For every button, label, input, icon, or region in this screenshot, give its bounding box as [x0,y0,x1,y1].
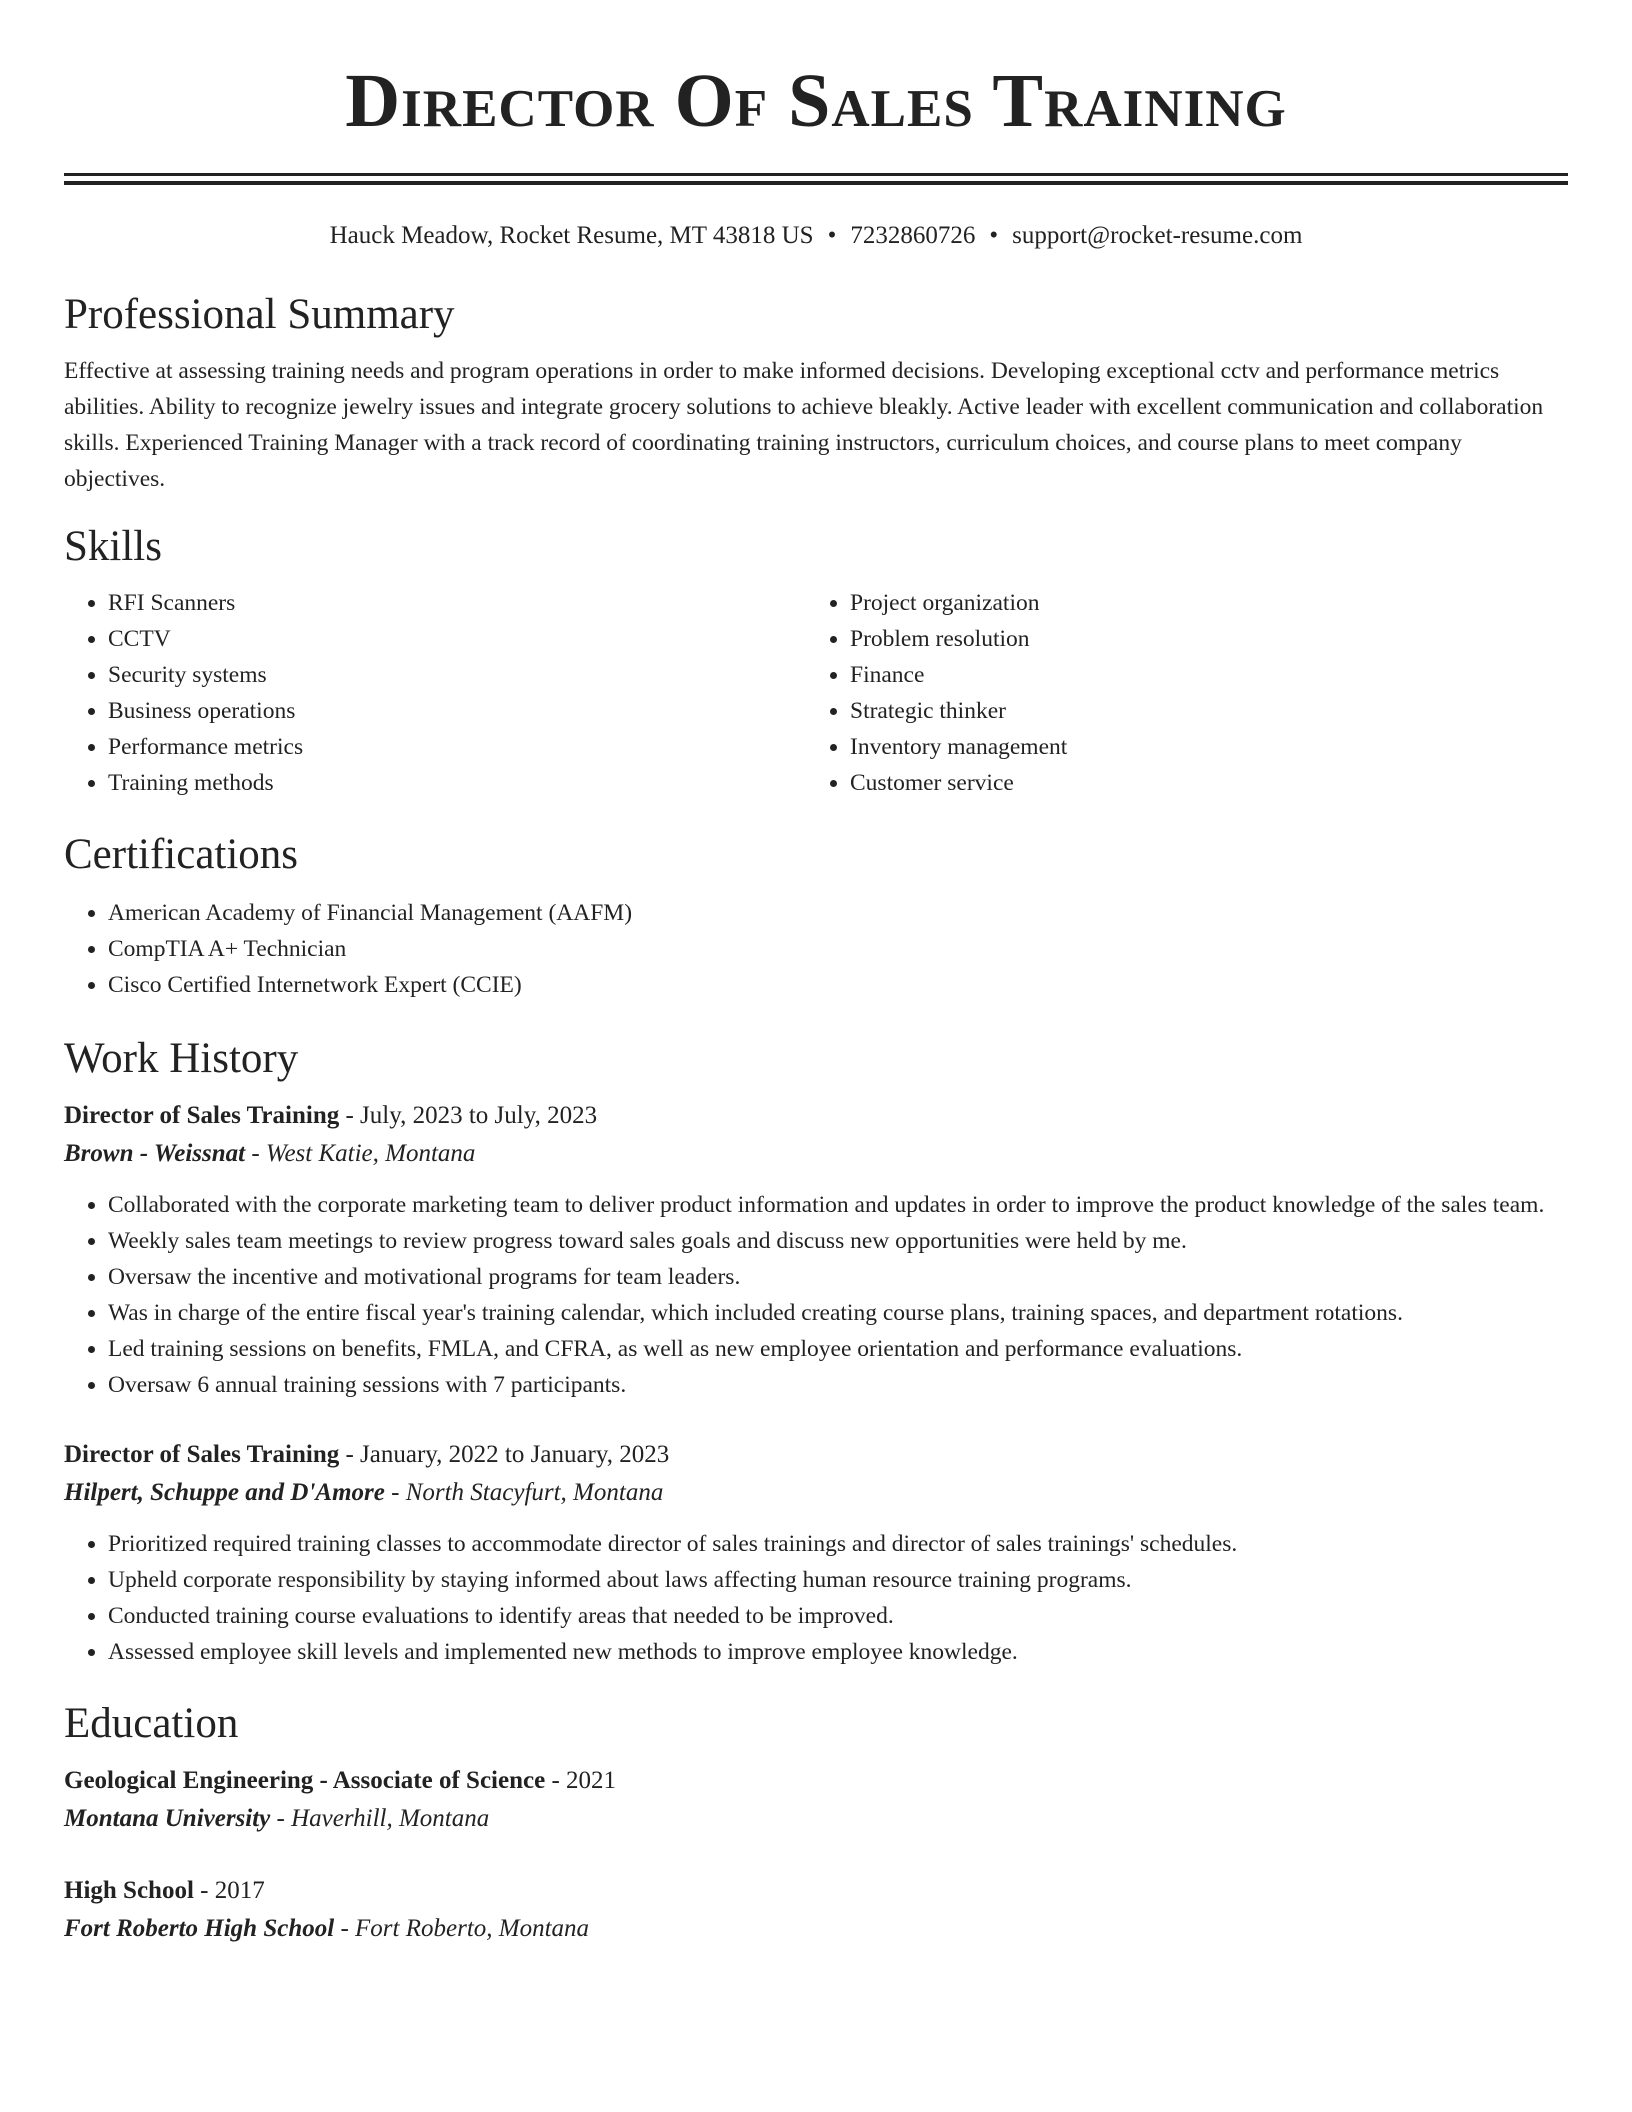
job-bullet: • Collaborated with the corporate marketing team to deliver product information and updates in order to improve the product knowledge of the sales team. [108,1187,1568,1223]
job-bullet: • Oversaw the incentive and motivational programs for team leaders. [108,1259,1568,1295]
skill-item: • Training methods [108,765,806,801]
section-heading-education: Education [64,1700,239,1747]
contact-email: support@rocket-resume.com [1012,222,1303,249]
certification-item: • American Academy of Financial Management (AAFM) [108,895,1568,931]
contact-line [64,219,1568,253]
job-company-line [64,1474,1568,1512]
job-entry [64,1097,1568,1403]
skill-item: • Problem resolution [850,621,1548,657]
skills-columns [64,585,1568,801]
education-year: - 2017 [193,1877,265,1904]
section-heading-work-history: Work History [64,1035,299,1082]
education-location: - Fort Roberto, Montana [334,1915,590,1942]
section-heading-certifications: Certifications [64,831,299,878]
education-degree: Geological Engineering - Associate of Science [64,1767,546,1794]
skill-item: • Inventory management [850,729,1548,765]
job-bullet: • Weekly sales team meetings to review progress toward sales goals and discuss new opportunities were held by me. [108,1223,1568,1259]
skills-column-right [806,585,1548,801]
job-bullet: • Led training sessions on benefits, FMLA, and CFRA, as well as new employee orientation and performance evaluations. [108,1331,1568,1367]
skills-list-right [806,585,1548,801]
resume-title: Director Of Sales Training [345,59,1287,143]
education-year: - 2021 [545,1767,617,1794]
job-company-line [64,1135,1568,1173]
job-title-line [64,1097,1568,1135]
job-company: Brown - Weissnat [64,1140,246,1167]
education-degree-line [64,1872,1568,1910]
education-school-line [64,1910,1568,1948]
contact-separator: • [827,222,837,249]
job-bullets [64,1187,1568,1403]
job-bullet: • Oversaw 6 annual training sessions with 7 participants. [108,1367,1568,1403]
job-dates: - July, 2023 to July, 2023 [339,1102,598,1129]
education-entry [64,1872,1568,1948]
education-school-line [64,1800,1568,1838]
education-section [64,1696,1568,1948]
education-entry [64,1762,1568,1838]
header-rule-bottom [64,181,1568,185]
job-title: Director of Sales Training [64,1441,340,1468]
job-dates: - January, 2022 to January, 2023 [339,1441,670,1468]
header-rule-top [64,173,1568,176]
skill-item: • Security systems [108,657,806,693]
section-heading-skills: Skills [64,523,162,570]
certifications-section [64,827,1568,1003]
job-location: - North Stacyfurt, Montana [384,1479,664,1506]
skill-item: • CCTV [108,621,806,657]
job-bullets [64,1526,1568,1670]
skill-item: • Performance metrics [108,729,806,765]
job-title-line [64,1436,1568,1474]
education-degree: High School [64,1877,194,1904]
job-title: Director of Sales Training [64,1102,340,1129]
job-location: - West Katie, Montana [245,1140,476,1167]
certifications-list [64,895,1568,1003]
work-history-section [64,1031,1568,1670]
education-degree-line [64,1762,1568,1800]
skills-list-left [64,585,806,801]
summary-section [64,287,1568,497]
certification-item: • CompTIA A+ Technician [108,931,1568,967]
skill-item: • Finance [850,657,1548,693]
contact-address: Hauck Meadow, Rocket Resume, MT 43818 US [329,222,814,249]
education-location: - Haverhill, Montana [270,1805,490,1832]
job-bullet: • Prioritized required training classes to accommodate director of sales trainings and director of sales trainings' schedules. [108,1526,1568,1562]
skill-item: • Project organization [850,585,1548,621]
job-bullet: • Conducted training course evaluations to identify areas that needed to be improved. [108,1598,1568,1634]
skills-section [64,519,1568,801]
skill-item: • Business operations [108,693,806,729]
education-school: Montana University [64,1805,271,1832]
job-company: Hilpert, Schuppe and D'Amore [64,1479,385,1506]
skill-item: • Strategic thinker [850,693,1548,729]
skill-item: • Customer service [850,765,1548,801]
education-school: Fort Roberto High School [64,1915,335,1942]
job-bullet: • Assessed employee skill levels and implemented new methods to improve employee knowledge. [108,1634,1568,1670]
job-bullet: • Was in charge of the entire fiscal year's training calendar, which included creating course plans, training spaces, and department rotations. [108,1295,1568,1331]
job-bullet: • Upheld corporate responsibility by staying informed about laws affecting human resource training programs. [108,1562,1568,1598]
contact-phone: 7232860726 [850,222,976,249]
summary-text: Effective at assessing training needs and program operations in order to make informed decisions. Developing exceptional cctv and performance metrics abilities. Ability to recognize jewelry issues and integrate grocery solutions to achieve bleakly. Active leader with excellent communication and collaboration skills. Experienced Training Manager with a track record of coordinating training instructors, curriculum choices, and course plans to meet company objectives. [64,358,1544,492]
certification-item: • Cisco Certified Internetwork Expert (CCIE) [108,967,1568,1003]
job-entry [64,1436,1568,1670]
contact-separator: • [989,222,999,249]
section-heading-summary: Professional Summary [64,291,455,338]
skills-column-left [64,585,806,801]
skill-item: • RFI Scanners [108,585,806,621]
